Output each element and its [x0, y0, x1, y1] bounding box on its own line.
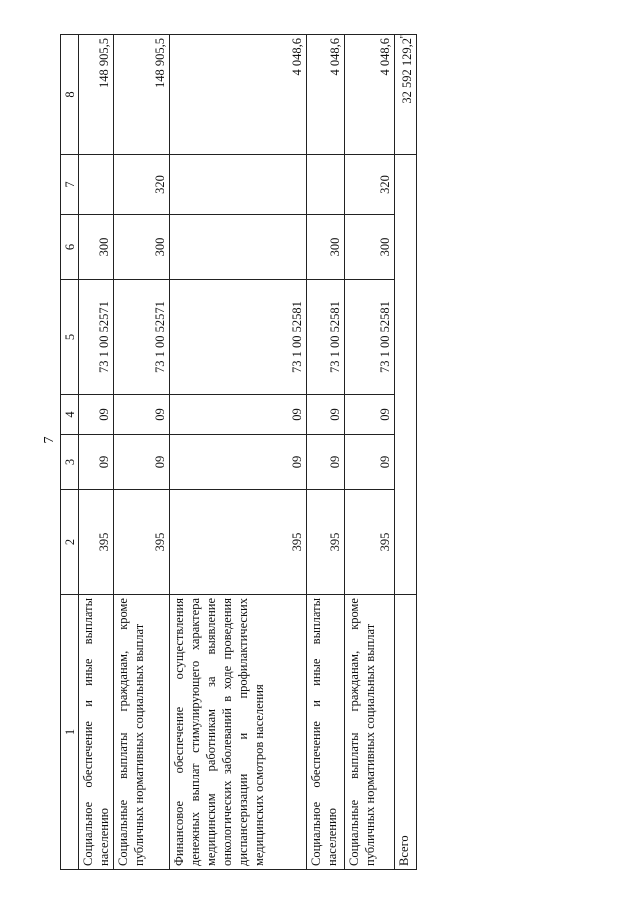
cell-amount: 4 048,6 — [307, 35, 345, 155]
cell-target: 73 1 00 52581 — [345, 280, 395, 395]
cell-subsection: 09 — [345, 395, 395, 435]
header-cell: 5 — [61, 280, 79, 395]
cell-target: 73 1 00 52571 — [114, 280, 170, 395]
header-cell: 8 — [61, 35, 79, 155]
header-cell: 3 — [61, 435, 79, 490]
cell-target: 73 1 00 52571 — [79, 280, 114, 395]
row-name: Социальное обеспечение и иные выплаты населению — [307, 595, 345, 870]
row-name: Социальные выплаты гражданам, кроме публичных нормативных социальных выплат — [345, 595, 395, 870]
total-row — [395, 35, 417, 870]
page-number: 7 — [42, 436, 57, 444]
cell-expense-subgroup: 320 — [114, 155, 170, 215]
row-name: Социальные выплаты гражданам, кроме публичных нормативных социальных выплат — [114, 595, 170, 870]
cell-section: 09 — [79, 435, 114, 490]
cell-amount: 4 048,6 — [170, 35, 307, 155]
header-cell: 4 — [61, 395, 79, 435]
cell-subsection: 09 — [79, 395, 114, 435]
total-amount: 32 592 129,2 — [395, 35, 417, 155]
cell-target: 73 1 00 52581 — [170, 280, 307, 395]
total-empty — [395, 155, 417, 595]
closing-quote: " — [396, 33, 412, 39]
cell-expense-subgroup: 320 — [345, 155, 395, 215]
cell-ministry: 395 — [345, 490, 395, 595]
cell-section: 09 — [170, 435, 307, 490]
cell-expense-group: 300 — [114, 215, 170, 280]
cell-ministry: 395 — [307, 490, 345, 595]
cell-ministry: 395 — [114, 490, 170, 595]
table-row — [345, 35, 395, 870]
table-row — [170, 35, 307, 870]
cell-subsection: 09 — [114, 395, 170, 435]
cell-expense-subgroup — [79, 155, 114, 215]
cell-ministry: 395 — [79, 490, 114, 595]
cell-subsection: 09 — [307, 395, 345, 435]
rotated-table-container — [60, 35, 415, 870]
header-cell: 7 — [61, 155, 79, 215]
row-name: Социальное обеспечение и иные выплаты населению — [79, 595, 114, 870]
cell-ministry: 395 — [170, 490, 307, 595]
cell-amount: 148 905,5 — [114, 35, 170, 155]
cell-expense-subgroup — [307, 155, 345, 215]
header-cell: 6 — [61, 215, 79, 280]
cell-section: 09 — [114, 435, 170, 490]
table-row — [114, 35, 170, 870]
cell-section: 09 — [345, 435, 395, 490]
cell-expense-group — [170, 215, 307, 280]
cell-expense-group: 300 — [79, 215, 114, 280]
cell-section: 09 — [307, 435, 345, 490]
table-row — [307, 35, 345, 870]
cell-amount: 4 048,6 — [345, 35, 395, 155]
total-label: Всего — [395, 595, 417, 870]
header-row — [61, 35, 79, 870]
cell-expense-subgroup — [170, 155, 307, 215]
row-name: Финансовое обеспечение осуществления денежных выплат стимулирующего характера медицинским работникам за выявление онкологических заболеваний в ходе проведения диспансеризации и профилактических медицинских осмотров населения — [170, 595, 307, 870]
cell-expense-group: 300 — [307, 215, 345, 280]
cell-target: 73 1 00 52581 — [307, 280, 345, 395]
cell-expense-group: 300 — [345, 215, 395, 280]
table-row — [79, 35, 114, 870]
budget-table — [60, 34, 417, 870]
header-cell: 1 — [61, 595, 79, 870]
header-cell: 2 — [61, 490, 79, 595]
cell-amount: 148 905,5 — [79, 35, 114, 155]
cell-subsection: 09 — [170, 395, 307, 435]
